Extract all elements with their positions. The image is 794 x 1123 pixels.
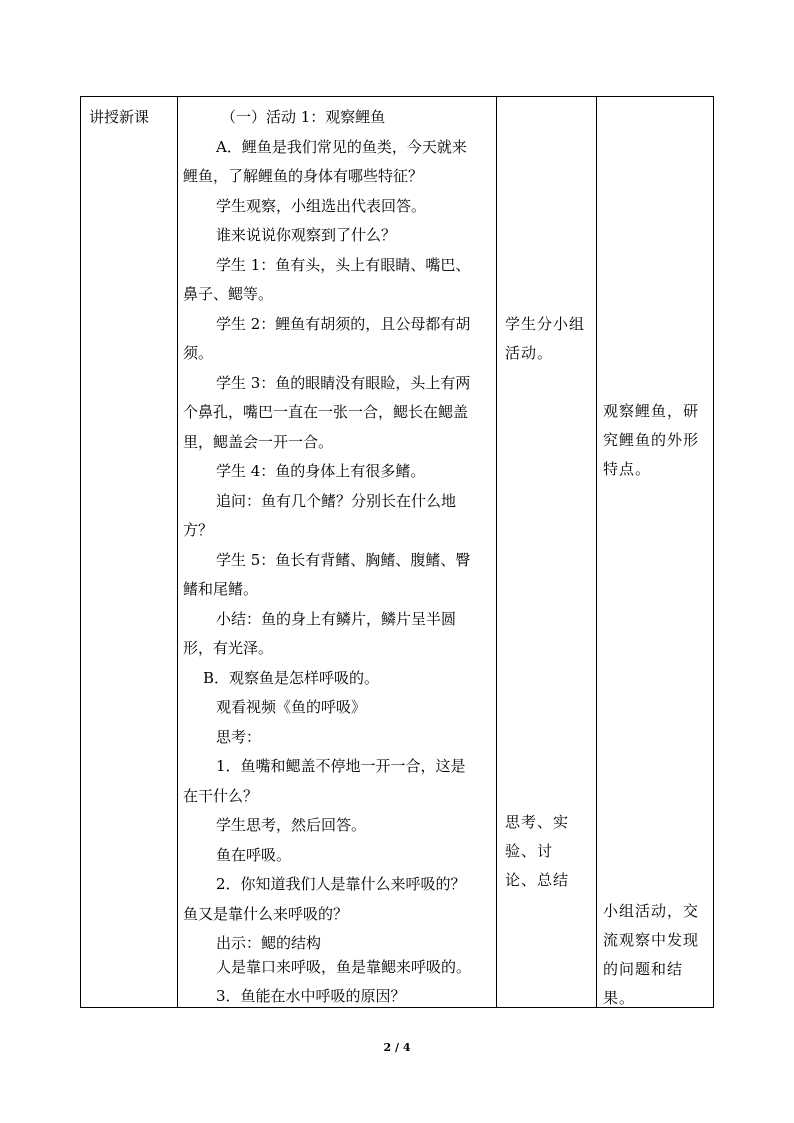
content-line: 鳍和尾鳍。 — [183, 580, 259, 598]
content-line: （一）活动 1：观察鲤鱼 — [221, 108, 386, 126]
content-line: 学生 4：鱼的身体上有很多鳍。 — [216, 462, 426, 480]
student-activity: 思考、实验、讨论、总结 — [505, 813, 570, 889]
content-line: 小结：鱼的身上有鳞片，鳞片呈半圆 — [216, 610, 457, 628]
content-line: 鼻子、鳃等。 — [183, 285, 274, 303]
content-line: 1．鱼嘴和鳃盖不停地一开一合，这是 — [216, 757, 466, 775]
content-line: 出示：鳃的结构 — [216, 934, 322, 952]
content-line: 方？ — [183, 521, 214, 539]
content-line: 谁来说说你观察到了什么？ — [216, 226, 397, 244]
content-line: 追问：鱼有几个鳍？分别长在什么地 — [216, 492, 457, 510]
content-line: 观看视频《鱼的呼吸》 — [216, 698, 367, 716]
page-number: 2 / 4 — [383, 1041, 411, 1054]
content-line: 3．鱼能在水中呼吸的原因？ — [216, 987, 406, 1005]
content-line: 学生观察，小组选出代表回答。 — [216, 197, 427, 215]
content-line: 思考： — [216, 728, 262, 746]
column-divider — [596, 97, 597, 1007]
content-line: 学生 3：鱼的眼睛没有眼睑，头上有两 — [216, 374, 471, 392]
content-line: 学生 1：鱼有头，头上有眼睛、嘴巴、 — [216, 256, 471, 274]
content-line: 学生思考，然后回答。 — [216, 816, 367, 834]
content-line: 鱼又是靠什么来呼吸的？ — [183, 905, 349, 923]
content-line: A．鲤鱼是我们常见的鱼类，今天就来 — [216, 138, 467, 156]
content-line: 人是靠口来呼吸，鱼是靠鳃来呼吸的。 — [216, 958, 472, 976]
column-divider — [177, 97, 178, 1007]
content-line: 在干什么？ — [183, 787, 259, 805]
section-label: 讲授新课 — [89, 108, 150, 126]
content-line: 鱼在呼吸。 — [216, 846, 292, 864]
content-line: 2．你知道我们人是靠什么来呼吸的？ — [216, 875, 466, 893]
student-activity: 学生分小组活动。 — [505, 315, 586, 362]
content-line: 鲤鱼，了解鲤鱼的身体有哪些特征？ — [183, 167, 424, 185]
design-intent: 小组活动，交流观察中发现的问题和结果。 — [603, 902, 700, 1007]
lesson-table — [80, 96, 714, 1008]
content-line: 个鼻孔，嘴巴一直在一张一合，鳃长在鳃盖 — [183, 403, 469, 421]
design-intent: 观察鲤鱼，研究鲤鱼的外形特点。 — [603, 402, 700, 478]
content-line: 里，鳃盖会一开一合。 — [183, 433, 334, 451]
content-line: B．观察鱼是怎样呼吸的。 — [203, 669, 380, 687]
content-line: 形，有光泽。 — [183, 639, 274, 657]
content-line: 学生 5：鱼长有背鳍、胸鳍、腹鳍、臀 — [216, 551, 471, 569]
column-divider — [496, 97, 497, 1007]
content-line: 学生 2：鲤鱼有胡须的，且公母都有胡 — [216, 315, 471, 333]
content-line: 须。 — [183, 344, 214, 362]
